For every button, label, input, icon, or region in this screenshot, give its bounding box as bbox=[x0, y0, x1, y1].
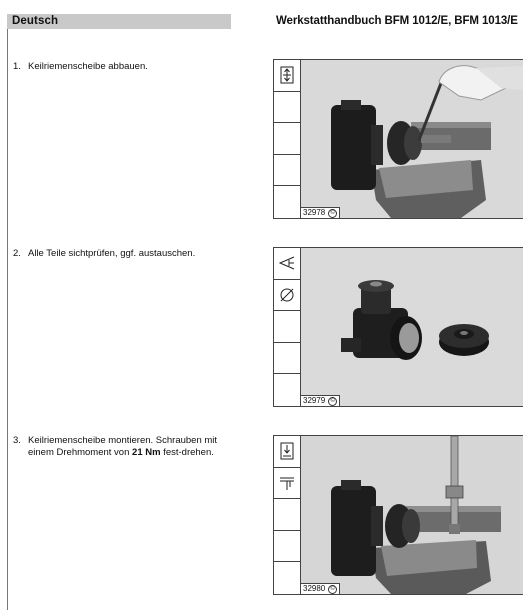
copyright-mark: © bbox=[328, 585, 337, 594]
figure-caption bbox=[301, 207, 340, 218]
step-text: Keilriemenscheibe abbauen. bbox=[28, 61, 148, 72]
empty-symbol-cell bbox=[274, 343, 300, 375]
step-number: 2. bbox=[13, 248, 21, 259]
install-icon bbox=[274, 436, 300, 468]
empty-symbol-cell bbox=[274, 531, 300, 563]
step-text: Alle Teile sichtprüfen, ggf. austauschen. bbox=[28, 248, 196, 259]
language-bar bbox=[7, 14, 231, 29]
empty-symbol-cell bbox=[274, 123, 300, 155]
torque-wrench-icon bbox=[274, 468, 300, 500]
book-title: Werkstatthandbuch BFM 1012/E, BFM 1013/E bbox=[276, 15, 518, 27]
symbol-column bbox=[274, 248, 301, 406]
figure-number: 32980 bbox=[303, 584, 326, 593]
figure-caption bbox=[301, 395, 340, 406]
language-label: Deutsch bbox=[12, 15, 59, 27]
pulley-installation-photo bbox=[301, 436, 523, 594]
empty-symbol-cell bbox=[274, 311, 300, 343]
figure-3 bbox=[273, 435, 523, 595]
remove-install-icon bbox=[274, 60, 300, 92]
figure-1 bbox=[273, 59, 523, 219]
symbol-column bbox=[274, 436, 301, 594]
visual-inspection-icon bbox=[274, 248, 300, 280]
figure-number: 32979 bbox=[303, 396, 326, 405]
figure-number: 32978 bbox=[303, 208, 326, 217]
step-text-part: Keilriemenscheibe montieren. Schrauben mit einem Drehmoment von bbox=[28, 435, 218, 458]
step-number: 1. bbox=[13, 61, 21, 72]
copyright-mark: © bbox=[328, 209, 337, 218]
figure-caption bbox=[301, 583, 340, 594]
copyright-mark: © bbox=[328, 397, 337, 406]
empty-symbol-cell bbox=[274, 155, 300, 187]
empty-symbol-cell bbox=[274, 499, 300, 531]
parts-inspection-photo bbox=[301, 248, 523, 406]
diameter-check-icon bbox=[274, 280, 300, 312]
step-text-part: fest-drehen. bbox=[160, 446, 214, 458]
symbol-column bbox=[274, 60, 301, 218]
figure-2 bbox=[273, 247, 523, 407]
step-text bbox=[28, 435, 223, 458]
step-number: 3. bbox=[13, 435, 21, 446]
margin-rule bbox=[7, 29, 8, 610]
empty-symbol-cell bbox=[274, 92, 300, 124]
torque-value: 21 Nm bbox=[132, 446, 161, 458]
pulley-removal-photo bbox=[301, 60, 523, 218]
